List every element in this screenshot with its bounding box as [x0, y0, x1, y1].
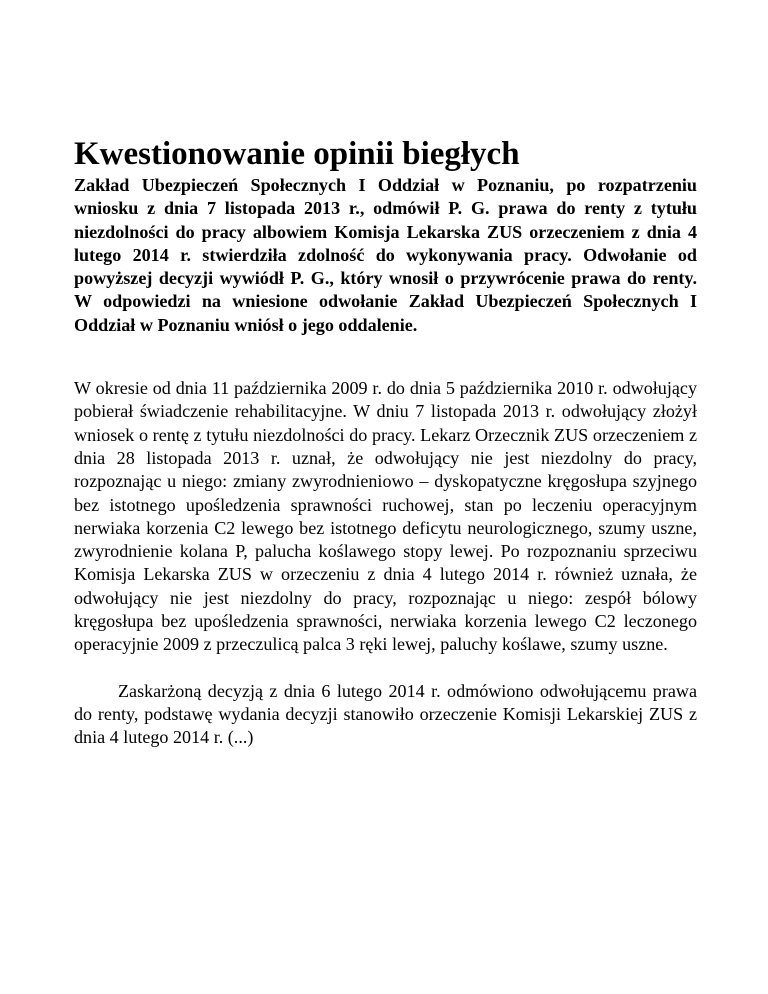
lead-paragraph: Zakład Ubezpieczeń Społecznych I Oddział w Poznaniu, po rozpatrzeniu wniosku z dnia 7 listopada 2013 r., odmówił P. G. prawa do renty z tytułu niezdolności do pracy albowiem Komisja Lekarska ZUS orzeczeniem z dnia 4 lutego 2014 r. stwierdziła zdolność do wykonywania pracy. Odwołanie od powyższej decyzji wywiódł P. G., który wnosił o przywrócenie prawa do renty. W odpowiedzi na wniesione odwołanie Zakład Ubezpieczeń Społecznych I Oddział w Poznaniu wniósł o jego oddalenie.: [74, 175, 697, 335]
document-title: Kwestionowanie opinii biegłych: [74, 136, 520, 172]
document-page: [74, 134, 697, 750]
body-paragraph-1: W okresie od dnia 11 października 2009 r. do dnia 5 października 2010 r. odwołujący pobierał świadczenie rehabilitacyjne. W dniu 7 listopada 2013 r. odwołujący złożył wniosek o rentę z tytułu niezdolności do pracy. Lekarz Orzecznik ZUS orzeczeniem z dnia 28 listopada 2013 r. uznał, że odwołujący nie jest niezdolny do pracy, rozpoznając u niego: zmiany zwyrodnieniowo – dyskopatyczne kręgosłupa szyjnego bez istotnego upośledzenia sprawności ruchowej, stan po leczeniu operacyjnym nerwiaka korzenia C2 lewego bez istotnego deficytu neurologicznego, szumy uszne, zwyrodnienie kolana P, palucha koślawego stopy lewej. Po rozpoznaniu sprzeciwu Komisja Lekarska ZUS w orzeczeniu z dnia 4 lutego 2014 r. również uznała, że odwołujący nie jest niezdolny do pracy, rozpoznając u niego: zespół bólowy kręgosłupa bez upośledzenia sprawności, nerwiaka korzenia lewego C2 leczonego operacyjnie 2009 z przeczulicą palca 3 ręki lewej, paluchy koślawe, szumy uszne.: [74, 378, 697, 655]
body-paragraph-2: Zaskarżoną decyzją z dnia 6 lutego 2014 r. odmówiono odwołującemu prawa do renty, podstawę wydania decyzji stanowiło orzeczenie Komisji Lekarskiej ZUS z dnia 4 lutego 2014 r. (...): [74, 680, 697, 748]
